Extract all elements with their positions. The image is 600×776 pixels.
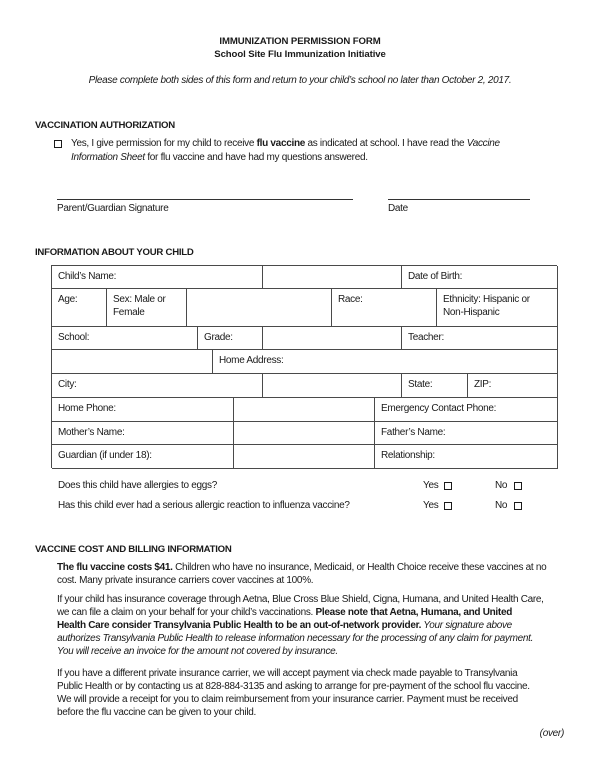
text-line: [57, 645, 544, 658]
flu-reaction-no-checkbox[interactable]: [514, 502, 522, 510]
signature-label: Parent/Guardian Signature: [57, 203, 169, 214]
sex-cell[interactable]: [107, 289, 187, 327]
home-address-cell[interactable]: [213, 350, 558, 374]
text-line: [71, 151, 500, 165]
child-info-table: [51, 265, 557, 468]
child-name-input[interactable]: [263, 266, 402, 289]
text-line: [57, 680, 530, 693]
italic-text: Information Sheet: [71, 151, 145, 163]
emergency-phone-label: Emergency Contact Phone:: [381, 403, 497, 414]
age-label: Age:: [58, 294, 78, 305]
egg-allergy-yes-label: Yes: [423, 480, 439, 491]
form-title: IMMUNIZATION PERMISSION FORM: [219, 36, 381, 47]
teacher-label: Teacher:: [408, 332, 444, 343]
bold-text: The flu vaccine costs $41.: [57, 562, 173, 573]
section-heading-authorization: VACCINATION AUTHORIZATION: [35, 120, 175, 131]
text-line: [57, 574, 546, 587]
over-label: (over): [539, 728, 564, 739]
bold-text: flu vaccine: [256, 138, 306, 149]
race-label: Race:: [338, 294, 363, 305]
relationship-cell[interactable]: [375, 445, 558, 469]
guardian-label: Guardian (if under 18):: [58, 450, 152, 461]
text-segment: we can file a claim on your behalf for your child’s vaccinations.: [57, 607, 316, 618]
date-of-birth-label: Date of Birth:: [408, 271, 463, 282]
billing-paragraph-cost: [57, 561, 546, 587]
child-name-cell[interactable]: [52, 266, 263, 289]
city-label: City:: [58, 379, 77, 390]
text-line: [57, 619, 544, 632]
egg-allergy-no-label: No: [495, 480, 508, 491]
mother-name-input[interactable]: [234, 422, 375, 445]
relationship-label: Relationship:: [381, 450, 435, 461]
sex-input[interactable]: [187, 289, 332, 327]
text-segment: Children who have no insurance, Medicaid, or Health Choice receive these vaccines at no: [172, 562, 547, 573]
zip-label: ZIP:: [474, 379, 492, 390]
italic-text: You will receive an invoice for the amount not covered by insurance.: [57, 646, 338, 657]
text-line: [57, 606, 544, 619]
father-name-label: Father’s Name:: [381, 427, 446, 438]
text-segment: Public Health or by contacting us at 828-884-3135 and asking to arrange for pre-payment of the school flu vaccine.: [57, 681, 530, 692]
text-segment: before the flu vaccine can be given to your child.: [57, 707, 257, 718]
text-line: [71, 137, 500, 151]
father-name-cell[interactable]: [375, 422, 558, 445]
guardian-input[interactable]: [234, 445, 375, 469]
signature-line[interactable]: [57, 199, 353, 200]
emergency-phone-cell[interactable]: [375, 398, 558, 422]
date-label: Date: [388, 203, 408, 214]
flu-reaction-yes-checkbox[interactable]: [444, 502, 452, 510]
text-segment: cost. Many private insurance carriers cover vaccines at 100%.: [57, 575, 314, 586]
school-label: School:: [58, 332, 90, 343]
billing-paragraph-insurance: [57, 593, 544, 658]
egg-allergy-yes-checkbox[interactable]: [444, 482, 452, 490]
text-line: [57, 561, 546, 574]
italic-text: Your signature above: [421, 620, 512, 631]
italic-text: Vaccine: [466, 138, 500, 149]
bold-text: Health Care consider Transylvania Public Health to be an out-of-network provider.: [57, 620, 422, 631]
text-segment: as indicated at school. I have read the: [305, 138, 467, 149]
text-segment: Yes, I give permission for my child to receive: [71, 138, 257, 149]
consent-checkbox[interactable]: [54, 140, 62, 148]
question-egg-allergy: Does this child have allergies to eggs?: [58, 480, 217, 491]
grade-input[interactable]: [263, 327, 402, 350]
section-heading-billing: VACCINE COST AND BILLING INFORMATION: [35, 544, 232, 555]
guardian-cell[interactable]: [52, 445, 234, 469]
grade-label: Grade:: [204, 332, 233, 343]
state-label: State:: [408, 379, 433, 390]
text-line: [57, 693, 530, 706]
text-line: [57, 667, 530, 680]
text-segment: If you have a different private insurance carrier, we will accept payment via check made payable to Transylvania: [57, 668, 518, 679]
zip-cell[interactable]: [468, 374, 558, 398]
text-segment: If your child has insurance coverage through Aetna, Blue Cross Blue Shield, Cigna, Humana, and United Health Care,: [57, 594, 544, 605]
home-phone-cell[interactable]: [52, 398, 234, 422]
flu-reaction-yes-label: Yes: [423, 500, 439, 511]
home-phone-input[interactable]: [234, 398, 375, 422]
race-cell[interactable]: [332, 289, 437, 327]
age-cell[interactable]: [52, 289, 107, 327]
italic-text: authorizes Transylvania Public Health to release information necessary for the processing of any claim for payment.: [57, 633, 534, 644]
text-line: [57, 593, 544, 606]
state-cell[interactable]: [402, 374, 468, 398]
sex-label: Sex: Male or Female: [113, 294, 166, 318]
date-line[interactable]: [388, 199, 530, 200]
consent-text: [71, 137, 500, 164]
ethnicity-cell[interactable]: [437, 289, 558, 327]
blank-cell[interactable]: [52, 350, 213, 374]
question-flu-reaction: Has this child ever had a serious allergic reaction to influenza vaccine?: [58, 500, 350, 511]
egg-allergy-no-checkbox[interactable]: [514, 482, 522, 490]
flu-reaction-no-label: No: [495, 500, 508, 511]
ethnicity-label: Ethnicity: Hispanic or Non-Hispanic: [443, 294, 530, 318]
bold-text: Please note that Aetna, Humana, and United: [315, 607, 513, 618]
mother-name-cell[interactable]: [52, 422, 234, 445]
section-heading-child-info: INFORMATION ABOUT YOUR CHILD: [35, 247, 194, 258]
child-name-label: Child’s Name:: [58, 271, 117, 282]
text-segment: We will provide a receipt for you to claim reimbursement from your insurance carrier. Payment must be received: [57, 694, 518, 705]
form-subtitle: School Site Flu Immunization Initiative: [214, 49, 386, 60]
city-cell[interactable]: [52, 374, 263, 398]
instruction-text: Please complete both sides of this form and return to your child’s school no later than October 2, 2017.: [88, 75, 512, 86]
billing-paragraph-payment: [57, 667, 530, 719]
date-of-birth-cell[interactable]: [402, 266, 558, 289]
home-address-label: Home Address:: [219, 355, 284, 366]
mother-name-label: Mother’s Name:: [58, 427, 125, 438]
text-line: [57, 706, 530, 719]
home-phone-label: Home Phone:: [58, 403, 116, 414]
teacher-cell[interactable]: [402, 327, 558, 350]
city-input[interactable]: [263, 374, 402, 398]
text-line: [57, 632, 544, 645]
text-segment: for flu vaccine and have had my questions answered.: [144, 151, 368, 163]
grade-cell[interactable]: [198, 327, 263, 350]
school-cell[interactable]: [52, 327, 198, 350]
